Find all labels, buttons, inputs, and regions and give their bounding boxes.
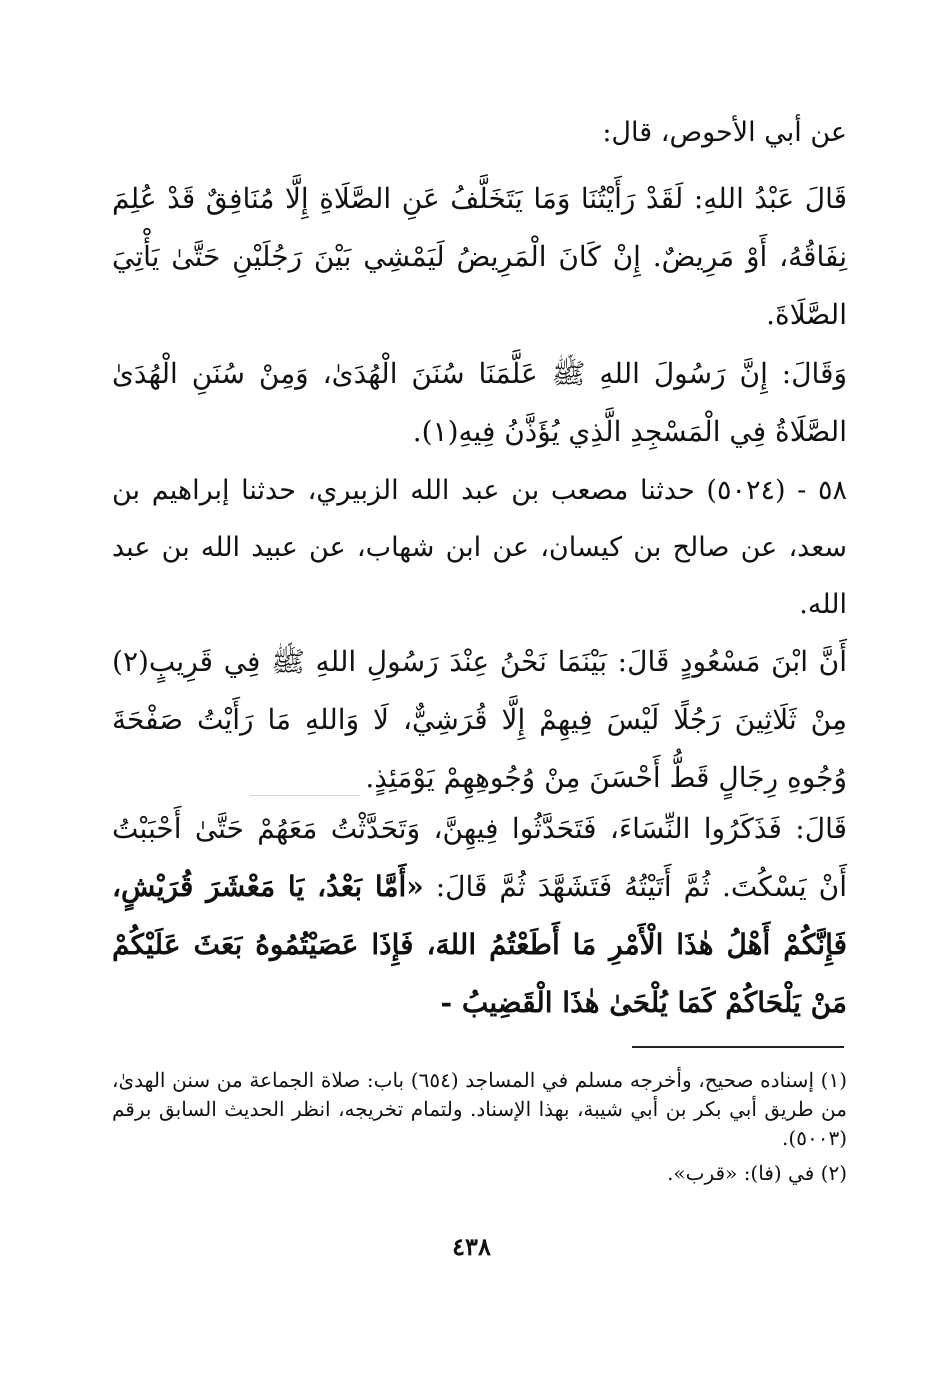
scan-artifact-line (250, 795, 360, 796)
paragraph-quraysh-quote: «أَمَّا بَعْدُ، يَا مَعْشَرَ قُرَيْشٍ، فَإِنَّكُمْ أَهْلُ هٰذَا الْأَمْرِ مَا أَطَعْتُمُ اللهَ، فَإِذَا عَصَيْتُمُوهُ بَعَثَ عَلَيْكُمْ مَنْ يَلْحَاكُمْ كَمَا يُلْحَىٰ هٰذَا الْقَضِيبُ - (112, 870, 847, 1019)
footnote-1: (١) إسناده صحيح، وأخرجه مسلم في المساجد (٦٥٤) باب: صلاة الجماعة من سنن الهدىٰ، من طريق أبي بكر بن أبي شيبة، بهذا الإسناد. ولتمام تخريجه، انظر الحديث السابق برقم (٥٠٠٣). (112, 1068, 848, 1150)
paragraph-sunan-al-huda: وَقَالَ: إِنَّ رَسُولَ اللهِ ﷺ عَلَّمَنَا سُنَنَ الْهُدَىٰ، وَمِنْ سُنَنِ الْهُدَىٰ الصَّلَاةُ فِي الْمَسْجِدِ الَّذِي يُؤَذَّنُ فِيهِ(١). (112, 357, 847, 448)
paragraph-quraysh-speech (112, 800, 847, 1032)
page-number: ٤٣٨ (452, 1232, 491, 1261)
footnotes (112, 1066, 847, 1188)
paragraph-hadith-58-isnad: ٥٨ - (٥٠٢٤) حدثنا مصعب بن عبد الله الزبيري، حدثنا إبراهيم بن سعد، عن صالح بن كيسان، عن ابن شهاب، عن عبيد الله بن عبد الله. (112, 475, 847, 620)
intro-line: عن أبي الأحوص، قال: (602, 117, 847, 148)
paragraph-quraysh-narration: قَالَ: فَذَكَرُوا النِّسَاءَ، فَتَحَدَّثُوا فِيهِنَّ، وَتَحَدَّثْتُ مَعَهُمْ حَتَّىٰ أَحْبَبْتُ أَنْ يَسْكُتَ. ثُمَّ أَتَيْتُهُ فَتَشَهَّدَ ثُمَّ قَالَ: (112, 812, 847, 903)
paragraph-abdullah-saying: قَالَ عَبْدُ اللهِ: لَقَدْ رَأَيْتُنَا وَمَا يَتَخَلَّفُ عَنِ الصَّلَاةِ إِلَّا مُنَافِقٌ قَدْ عُلِمَ نِفَاقُهُ، أَوْ مَرِيضٌ. إِنْ كَانَ الْمَرِيضُ لَيَمْشِي بَيْنَ رَجُلَيْنِ حَتَّىٰ يَأْتِيَ الصَّلَاةَ. (112, 182, 847, 331)
paragraph-ibn-masud: أَنَّ ابْنَ مَسْعُودٍ قَالَ: بَيْنَمَا نَحْنُ عِنْدَ رَسُولِ اللهِ ﷺ فِي قَرِيبٍ(٢) مِنْ ثَلَاثِينَ رَجُلًا لَيْسَ فِيهِمْ إِلَّا قُرَشِيٌّ، لَا وَاللهِ مَا رَأَيْتُ صَفْحَةَ وُجُوهِ رِجَالٍ قَطُّ أَحْسَنَ مِنْ وُجُوهِهِمْ يَوْمَئِذٍ. (112, 645, 847, 794)
footnote-separator (632, 1046, 844, 1048)
footnote-2: (٢) في (فا): «قرب». (667, 1161, 847, 1185)
